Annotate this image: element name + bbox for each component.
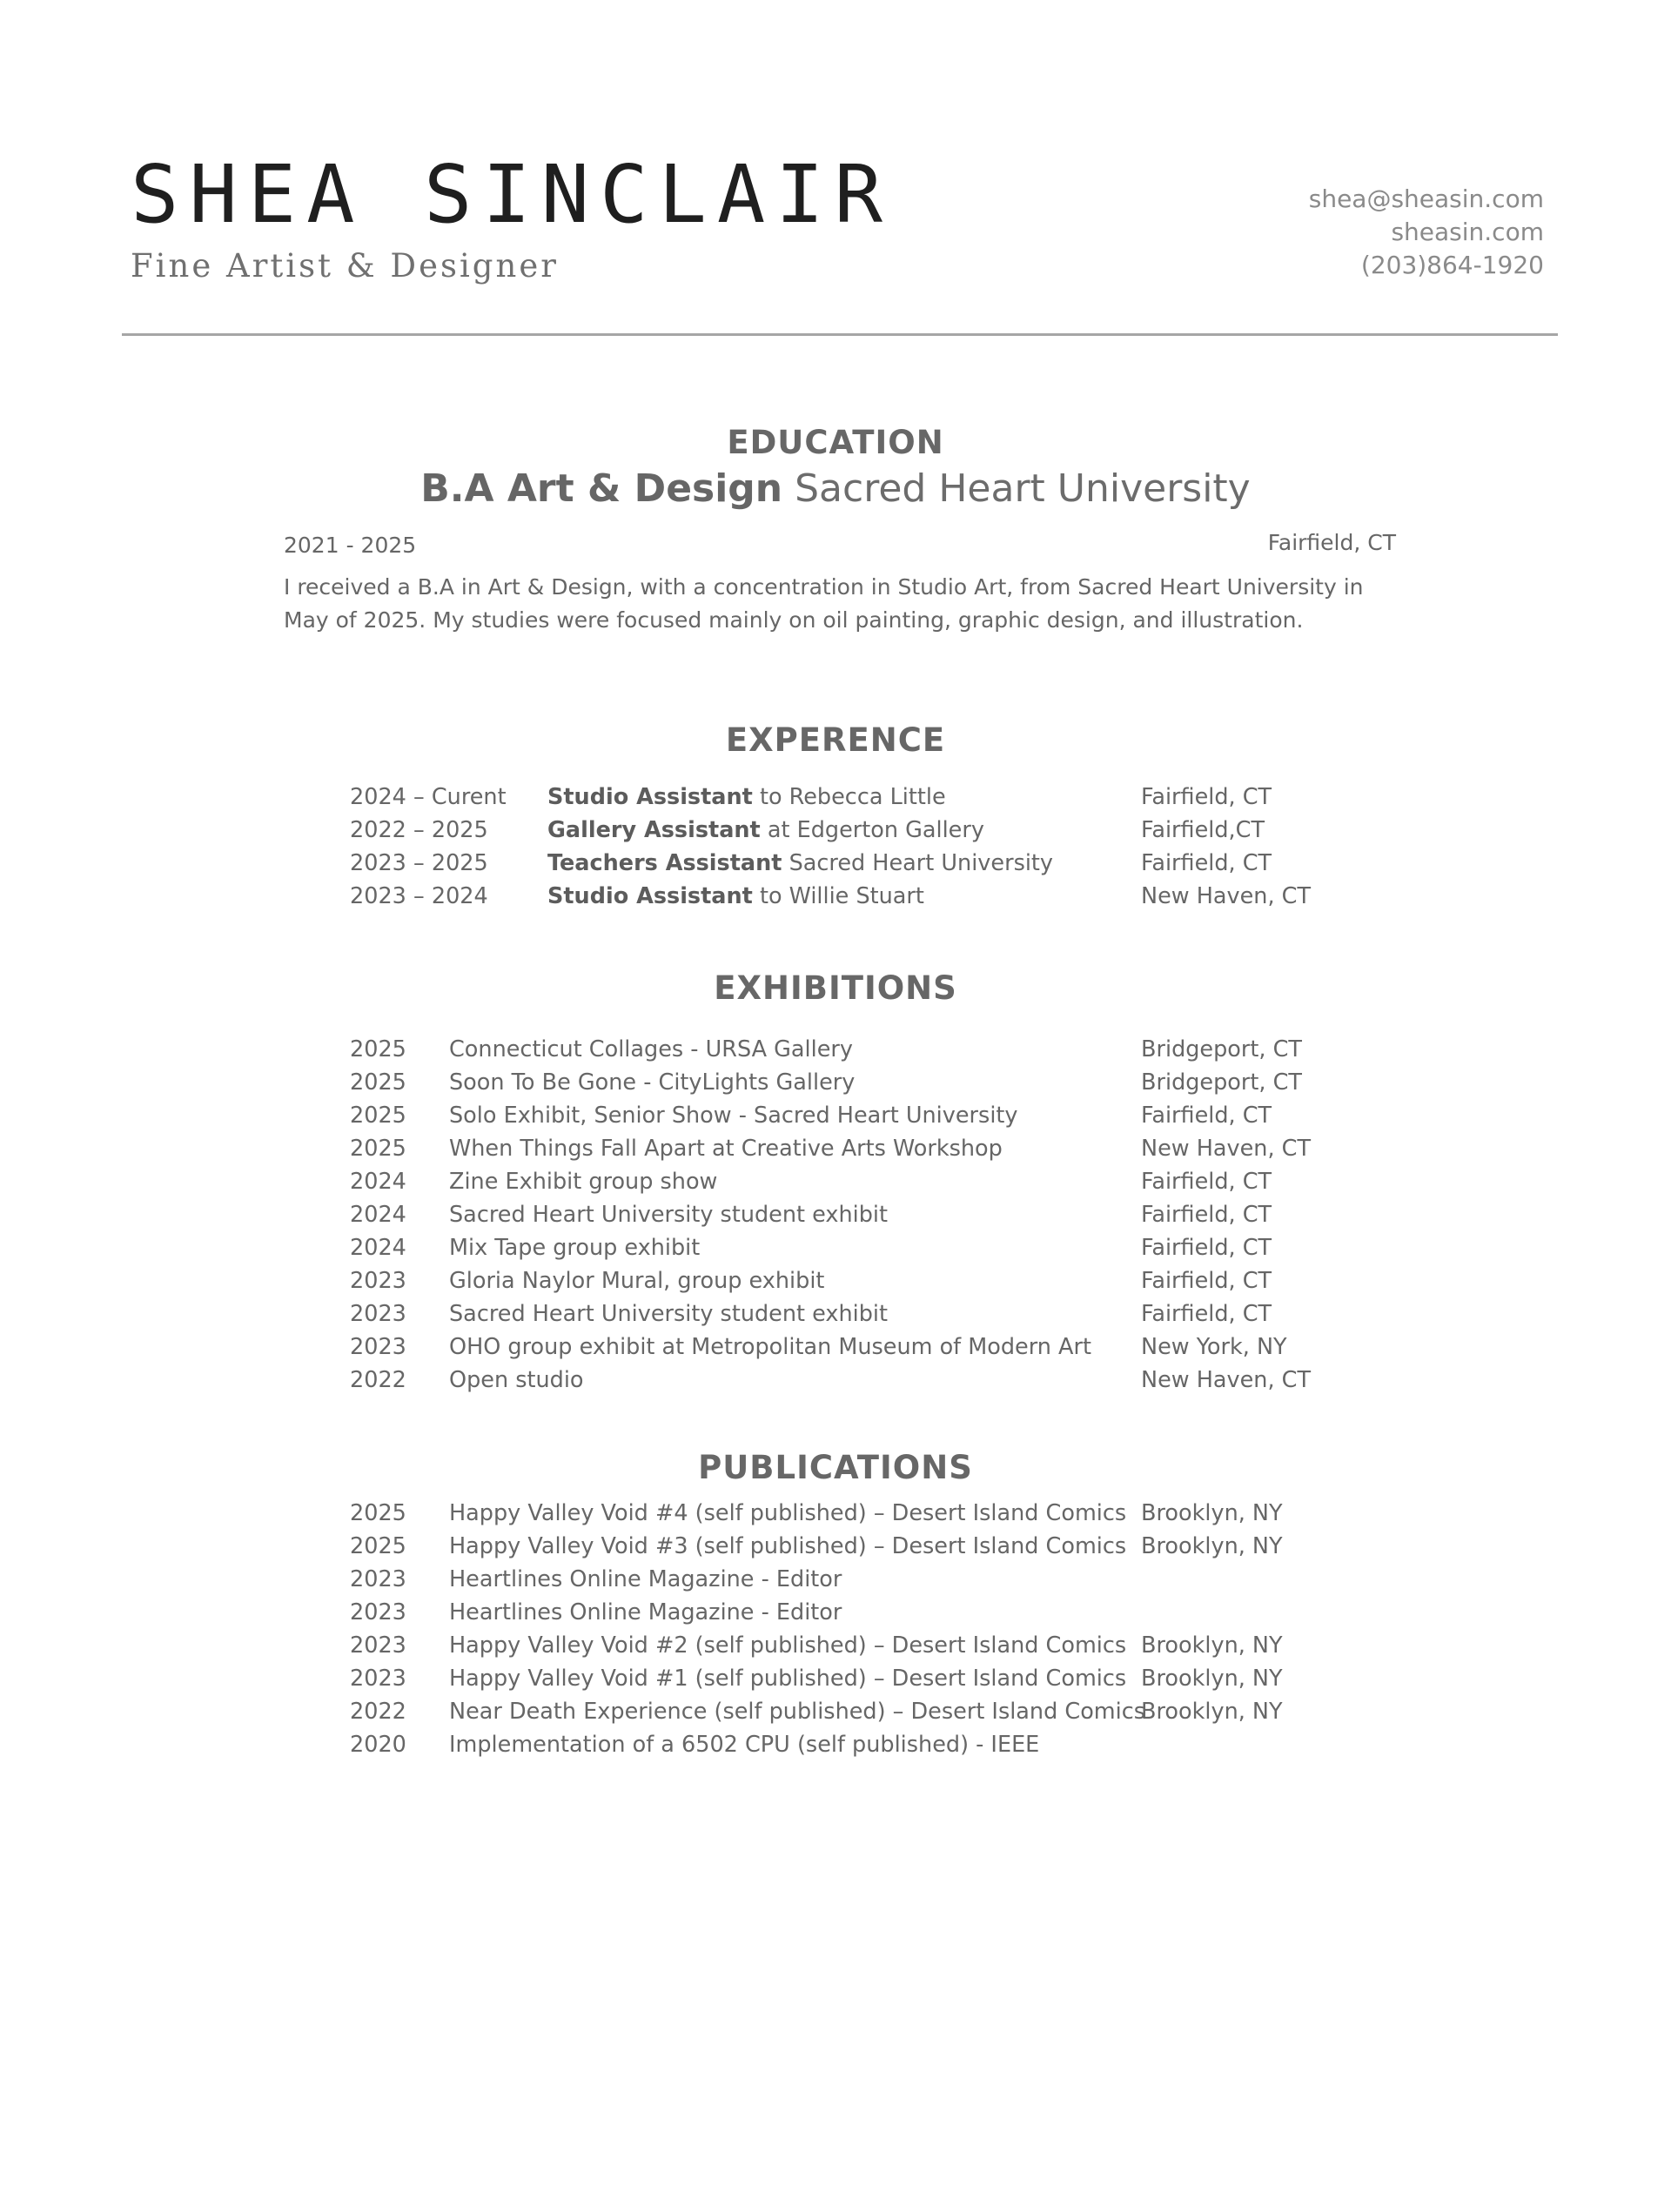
publication-title: Happy Valley Void #1 (self published) – Desert Island Comics bbox=[449, 1666, 1127, 1692]
exhibition-year: 2025 bbox=[350, 1103, 406, 1129]
exhibition-location: New Haven, CT bbox=[1141, 1367, 1312, 1393]
publication-year: 2020 bbox=[350, 1732, 406, 1758]
exhibition-title: Mix Tape group exhibit bbox=[449, 1235, 701, 1261]
publication-year: 2025 bbox=[350, 1500, 406, 1526]
exhibition-year: 2024 bbox=[350, 1202, 406, 1228]
experience-role-line bbox=[547, 880, 924, 913]
publication-title: Heartlines Online Magazine - Editor bbox=[449, 1599, 842, 1625]
publication-year: 2023 bbox=[350, 1632, 406, 1659]
experience-role-line bbox=[547, 847, 1053, 880]
experience-location: Fairfield,CT bbox=[1141, 817, 1265, 843]
publication-year: 2023 bbox=[350, 1599, 406, 1625]
experience-role: Studio Assistant bbox=[547, 883, 753, 909]
contact-phone: (203)864-1920 bbox=[1360, 251, 1544, 279]
publication-title: Near Death Experience (self published) – Desert Island Comics bbox=[449, 1699, 1146, 1725]
exhibition-year: 2022 bbox=[350, 1367, 406, 1393]
publication-location: Brooklyn, NY bbox=[1141, 1632, 1283, 1659]
experience-location: Fairfield, CT bbox=[1141, 850, 1272, 876]
experience-detail: to Willie Stuart bbox=[752, 883, 924, 909]
publication-location: Brooklyn, NY bbox=[1141, 1699, 1283, 1725]
publication-year: 2023 bbox=[350, 1566, 406, 1592]
experience-years: 2023 – 2025 bbox=[350, 850, 488, 876]
education-heading: EDUCATION bbox=[727, 424, 944, 461]
publication-title: Happy Valley Void #2 (self published) – Desert Island Comics bbox=[449, 1632, 1127, 1659]
experience-role-line bbox=[547, 814, 984, 847]
exhibition-title: Sacred Heart University student exhibit bbox=[449, 1301, 888, 1327]
exhibition-year: 2024 bbox=[350, 1169, 406, 1195]
exhibition-year: 2023 bbox=[350, 1301, 406, 1327]
header-divider bbox=[122, 333, 1558, 336]
exhibition-title: Soon To Be Gone - CityLights Gallery bbox=[449, 1069, 856, 1096]
exhibition-year: 2025 bbox=[350, 1069, 406, 1096]
publications-heading: PUBLICATIONS bbox=[698, 1449, 973, 1486]
exhibition-title: Zine Exhibit group show bbox=[449, 1169, 718, 1195]
experience-detail: Sacred Heart University bbox=[782, 850, 1054, 876]
experience-role: Gallery Assistant bbox=[547, 817, 761, 843]
exhibition-location: Bridgeport, CT bbox=[1141, 1069, 1302, 1096]
exhibitions-heading: EXHIBITIONS bbox=[714, 969, 957, 1007]
exhibition-location: Fairfield, CT bbox=[1141, 1169, 1272, 1195]
publication-location: Brooklyn, NY bbox=[1141, 1533, 1283, 1559]
education-degree-line bbox=[0, 466, 1671, 511]
experience-location: Fairfield, CT bbox=[1141, 784, 1272, 810]
applicant-name: SHEA SINCLAIR bbox=[131, 148, 894, 241]
publication-title: Happy Valley Void #3 (self published) – Desert Island Comics bbox=[449, 1533, 1127, 1559]
publication-title: Happy Valley Void #4 (self published) – Desert Island Comics bbox=[449, 1500, 1127, 1526]
degree-school: Sacred Heart University bbox=[795, 466, 1251, 511]
education-location: Fairfield, CT bbox=[1267, 530, 1396, 555]
exhibition-location: Fairfield, CT bbox=[1141, 1103, 1272, 1129]
exhibition-location: Bridgeport, CT bbox=[1141, 1036, 1302, 1062]
exhibition-location: Fairfield, CT bbox=[1141, 1268, 1272, 1294]
exhibition-year: 2024 bbox=[350, 1235, 406, 1261]
publication-location: Brooklyn, NY bbox=[1141, 1500, 1283, 1526]
experience-role: Teachers Assistant bbox=[547, 850, 782, 876]
exhibition-title: Sacred Heart University student exhibit bbox=[449, 1202, 888, 1228]
contact-website[interactable]: sheasin.com bbox=[1391, 218, 1544, 246]
experience-years: 2024 – Curent bbox=[350, 784, 507, 810]
education-years: 2021 - 2025 bbox=[284, 533, 417, 558]
experience-detail: to Rebecca Little bbox=[752, 784, 946, 810]
exhibition-year: 2025 bbox=[350, 1136, 406, 1162]
exhibition-location: Fairfield, CT bbox=[1141, 1202, 1272, 1228]
exhibition-title: Gloria Naylor Mural, group exhibit bbox=[449, 1268, 825, 1294]
exhibition-location: New Haven, CT bbox=[1141, 1136, 1312, 1162]
exhibition-year: 2023 bbox=[350, 1334, 406, 1360]
experience-location: New Haven, CT bbox=[1141, 883, 1312, 909]
degree-name: B.A Art & Design bbox=[420, 466, 783, 511]
contact-email[interactable]: shea@sheasin.com bbox=[1308, 184, 1544, 213]
experience-heading: EXPERENCE bbox=[725, 721, 946, 759]
experience-years: 2023 – 2024 bbox=[350, 883, 488, 909]
exhibition-title: Connecticut Collages - URSA Gallery bbox=[449, 1036, 853, 1062]
experience-role: Studio Assistant bbox=[547, 784, 753, 810]
publication-year: 2025 bbox=[350, 1533, 406, 1559]
publication-title: Heartlines Online Magazine - Editor bbox=[449, 1566, 842, 1592]
exhibition-location: Fairfield, CT bbox=[1141, 1235, 1272, 1261]
publication-location: Brooklyn, NY bbox=[1141, 1666, 1283, 1692]
publication-year: 2022 bbox=[350, 1699, 406, 1725]
publication-title: Implementation of a 6502 CPU (self published) - IEEE bbox=[449, 1732, 1040, 1758]
contact-block bbox=[1309, 183, 1544, 282]
exhibition-title: Open studio bbox=[449, 1367, 584, 1393]
exhibition-title: When Things Fall Apart at Creative Arts Workshop bbox=[449, 1136, 1003, 1162]
publication-year: 2023 bbox=[350, 1666, 406, 1692]
exhibition-title: OHO group exhibit at Metropolitan Museum of Modern Art bbox=[449, 1334, 1091, 1360]
experience-role-line bbox=[547, 781, 946, 814]
exhibition-location: Fairfield, CT bbox=[1141, 1301, 1272, 1327]
applicant-tagline: Fine Artist & Designer bbox=[131, 247, 559, 285]
education-description: I received a B.A in Art & Design, with a concentration in Studio Art, from Sacred Heart University in May of 2025. My studies were focused mainly on oil painting, graphic design, and illustration. bbox=[284, 574, 1364, 633]
exhibition-year: 2023 bbox=[350, 1268, 406, 1294]
experience-years: 2022 – 2025 bbox=[350, 817, 488, 843]
exhibition-title: Solo Exhibit, Senior Show - Sacred Heart University bbox=[449, 1103, 1018, 1129]
experience-detail: at Edgerton Gallery bbox=[760, 817, 984, 843]
exhibition-year: 2025 bbox=[350, 1036, 406, 1062]
exhibition-location: New York, NY bbox=[1141, 1334, 1287, 1360]
